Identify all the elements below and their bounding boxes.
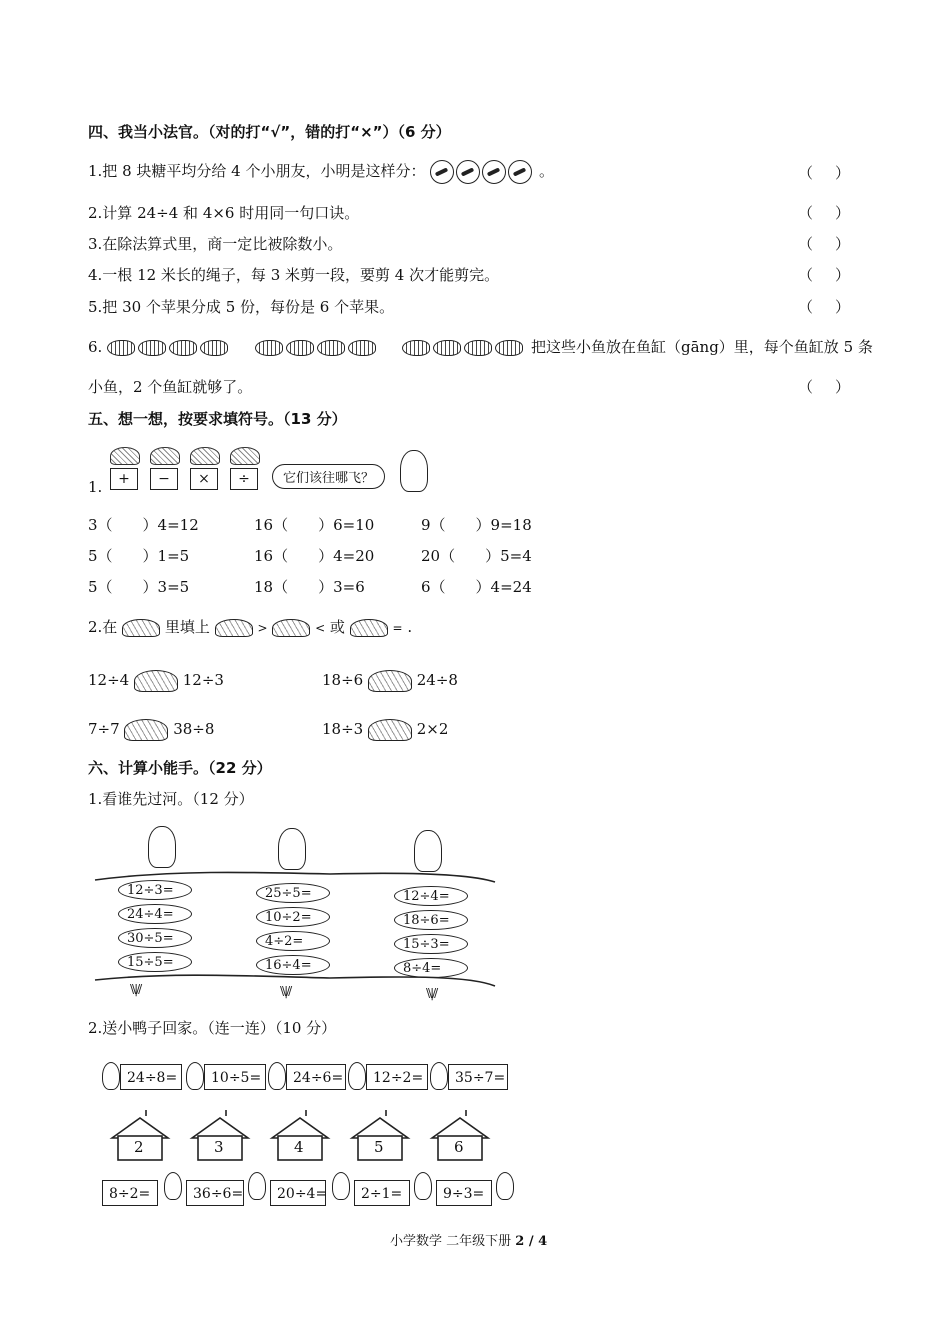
river-stone[interactable]: 8÷4= bbox=[394, 958, 468, 978]
question-4-3: 3.在除法算式里，商一定比被除数小。 bbox=[88, 235, 343, 253]
river-stone[interactable]: 12÷4= bbox=[394, 886, 468, 906]
compare-left: 7÷7 bbox=[88, 720, 120, 738]
op-card-divide: ÷ bbox=[230, 468, 258, 490]
fill-sign-row[interactable]: 9（ ）9=18 bbox=[421, 516, 532, 534]
duck-equation[interactable]: 10÷5= bbox=[204, 1064, 266, 1090]
fill-sign-row[interactable]: 6（ ）4=24 bbox=[421, 578, 532, 596]
question-number: 6. bbox=[88, 338, 103, 356]
river-stone[interactable]: 30÷5= bbox=[118, 928, 192, 948]
paren-right: ） bbox=[834, 298, 850, 316]
op-card-minus: − bbox=[150, 468, 178, 490]
page-footer bbox=[390, 1230, 547, 1249]
fill-sign-row[interactable]: 16（ ）4=20 bbox=[254, 547, 375, 565]
question-4-2: 2.计算 24÷4 和 4×6 时用同一句口诀。 bbox=[88, 204, 360, 222]
paren-left: （ bbox=[798, 164, 814, 182]
duck-icon bbox=[332, 1172, 350, 1200]
paren-right: ） bbox=[834, 164, 850, 182]
duck-icon bbox=[164, 1172, 182, 1200]
q2-text: . bbox=[407, 618, 413, 636]
compare-right: 2×2 bbox=[416, 720, 449, 738]
fill-sign-row[interactable]: 18（ ）3=6 bbox=[254, 578, 365, 596]
footer-subject: 小学数学 二年级下册 bbox=[390, 1234, 512, 1249]
paren-left: （ bbox=[798, 378, 814, 396]
paren-left: （ bbox=[798, 235, 814, 253]
compare-right: 38÷8 bbox=[173, 720, 215, 738]
duck-icon bbox=[496, 1172, 514, 1200]
question-text: 把这些小鱼放在鱼缸（gāng）里，每个鱼缸放 5 条 bbox=[531, 338, 873, 356]
grass-icon: \\|// bbox=[426, 986, 437, 1000]
river-stone[interactable]: 15÷3= bbox=[394, 934, 468, 954]
river-stone[interactable]: 10÷2= bbox=[256, 907, 330, 927]
paren-right: ） bbox=[834, 378, 850, 396]
op-card-plus: + bbox=[110, 468, 138, 490]
duck-equation[interactable]: 24÷6= bbox=[286, 1064, 346, 1090]
grass-icon: \\|// bbox=[130, 982, 141, 996]
river-stone[interactable]: 12÷3= bbox=[118, 880, 192, 900]
section5-title: 五、想一想，按要求填符号。（13 分） bbox=[88, 410, 347, 428]
question-4-4: 4.一根 12 米长的绳子，每 3 米剪一段，要剪 4 次才能剪完。 bbox=[88, 266, 500, 284]
op-card-times: × bbox=[190, 468, 218, 490]
duck-equation[interactable]: 24÷8= bbox=[120, 1064, 182, 1090]
paren-right: ） bbox=[834, 204, 850, 222]
duck-equation[interactable]: 20÷4= bbox=[270, 1180, 326, 1206]
duck-equation[interactable]: 12÷2= bbox=[366, 1064, 428, 1090]
river-stone[interactable]: 25÷5= bbox=[256, 883, 330, 903]
compare-left: 12÷4 bbox=[88, 671, 130, 689]
question-text: 1.把 8 块糖平均分给 4 个小朋友，小明是这样分： bbox=[88, 162, 426, 180]
section6-title: 六、计算小能手。（22 分） bbox=[88, 759, 272, 777]
house-number[interactable]: 6 bbox=[454, 1138, 464, 1156]
river-stone[interactable]: 18÷6= bbox=[394, 910, 468, 930]
fill-sign-row[interactable]: 5（ ）3=5 bbox=[88, 578, 190, 596]
river-stone[interactable]: 24÷4= bbox=[118, 904, 192, 924]
question-6-2: 2.送小鸭子回家。（连一连）（10 分） bbox=[88, 1019, 337, 1037]
q2-text: 或 bbox=[329, 618, 345, 636]
river-stone[interactable]: 15÷5= bbox=[118, 952, 192, 972]
question-end: 。 bbox=[539, 162, 555, 180]
sign-equal: = bbox=[392, 621, 403, 635]
duck-equation[interactable]: 8÷2= bbox=[102, 1180, 158, 1206]
fill-sign-row[interactable]: 5（ ）1=5 bbox=[88, 547, 190, 565]
grass-icon: \\|// bbox=[280, 984, 291, 998]
sign-less: < bbox=[315, 621, 326, 635]
duck-equation[interactable]: 35÷7= bbox=[448, 1064, 508, 1090]
question-4-5: 5.把 30 个苹果分成 5 份，每份是 6 个苹果。 bbox=[88, 298, 395, 316]
river-stone[interactable]: 16÷4= bbox=[256, 955, 330, 975]
river-stone[interactable]: 4÷2= bbox=[256, 931, 330, 951]
paren-right: ） bbox=[834, 266, 850, 284]
fill-sign-row[interactable]: 3（ ）4=12 bbox=[88, 516, 199, 534]
question-4-6-line2: 小鱼，2 个鱼缸就够了。 bbox=[88, 378, 253, 396]
duck-equation[interactable]: 9÷3= bbox=[436, 1180, 492, 1206]
fill-sign-row[interactable]: 16（ ）6=10 bbox=[254, 516, 375, 534]
house-number[interactable]: 4 bbox=[294, 1138, 304, 1156]
question-number: 1. bbox=[88, 478, 103, 496]
page-number: 2 / 4 bbox=[515, 1234, 548, 1249]
compare-left: 18÷3 bbox=[322, 720, 364, 738]
duck-equation[interactable]: 36÷6= bbox=[186, 1180, 244, 1206]
duck-icon bbox=[248, 1172, 266, 1200]
section4-title: 四、我当小法官。（对的打“√”，错的打“×”）（6 分） bbox=[88, 123, 451, 141]
house-number[interactable]: 2 bbox=[134, 1138, 144, 1156]
q2-text: 里填上 bbox=[164, 618, 210, 636]
compare-right: 24÷8 bbox=[416, 671, 458, 689]
house-number[interactable]: 3 bbox=[214, 1138, 224, 1156]
q2-text: 2.在 bbox=[88, 618, 118, 636]
question-6-1: 1.看谁先过河。（12 分） bbox=[88, 790, 254, 808]
duck-icon bbox=[414, 1172, 432, 1200]
paren-left: （ bbox=[798, 298, 814, 316]
fill-sign-row[interactable]: 20（ ）5=4 bbox=[421, 547, 532, 565]
speech-bubble: 它们该往哪飞？ bbox=[272, 464, 385, 489]
duck-equation[interactable]: 2÷1= bbox=[354, 1180, 410, 1206]
paren-right: ） bbox=[834, 235, 850, 253]
house-number[interactable]: 5 bbox=[374, 1138, 384, 1156]
paren-left: （ bbox=[798, 204, 814, 222]
sign-greater: > bbox=[257, 621, 268, 635]
compare-right: 12÷3 bbox=[182, 671, 224, 689]
compare-left: 18÷6 bbox=[322, 671, 364, 689]
paren-left: （ bbox=[798, 266, 814, 284]
